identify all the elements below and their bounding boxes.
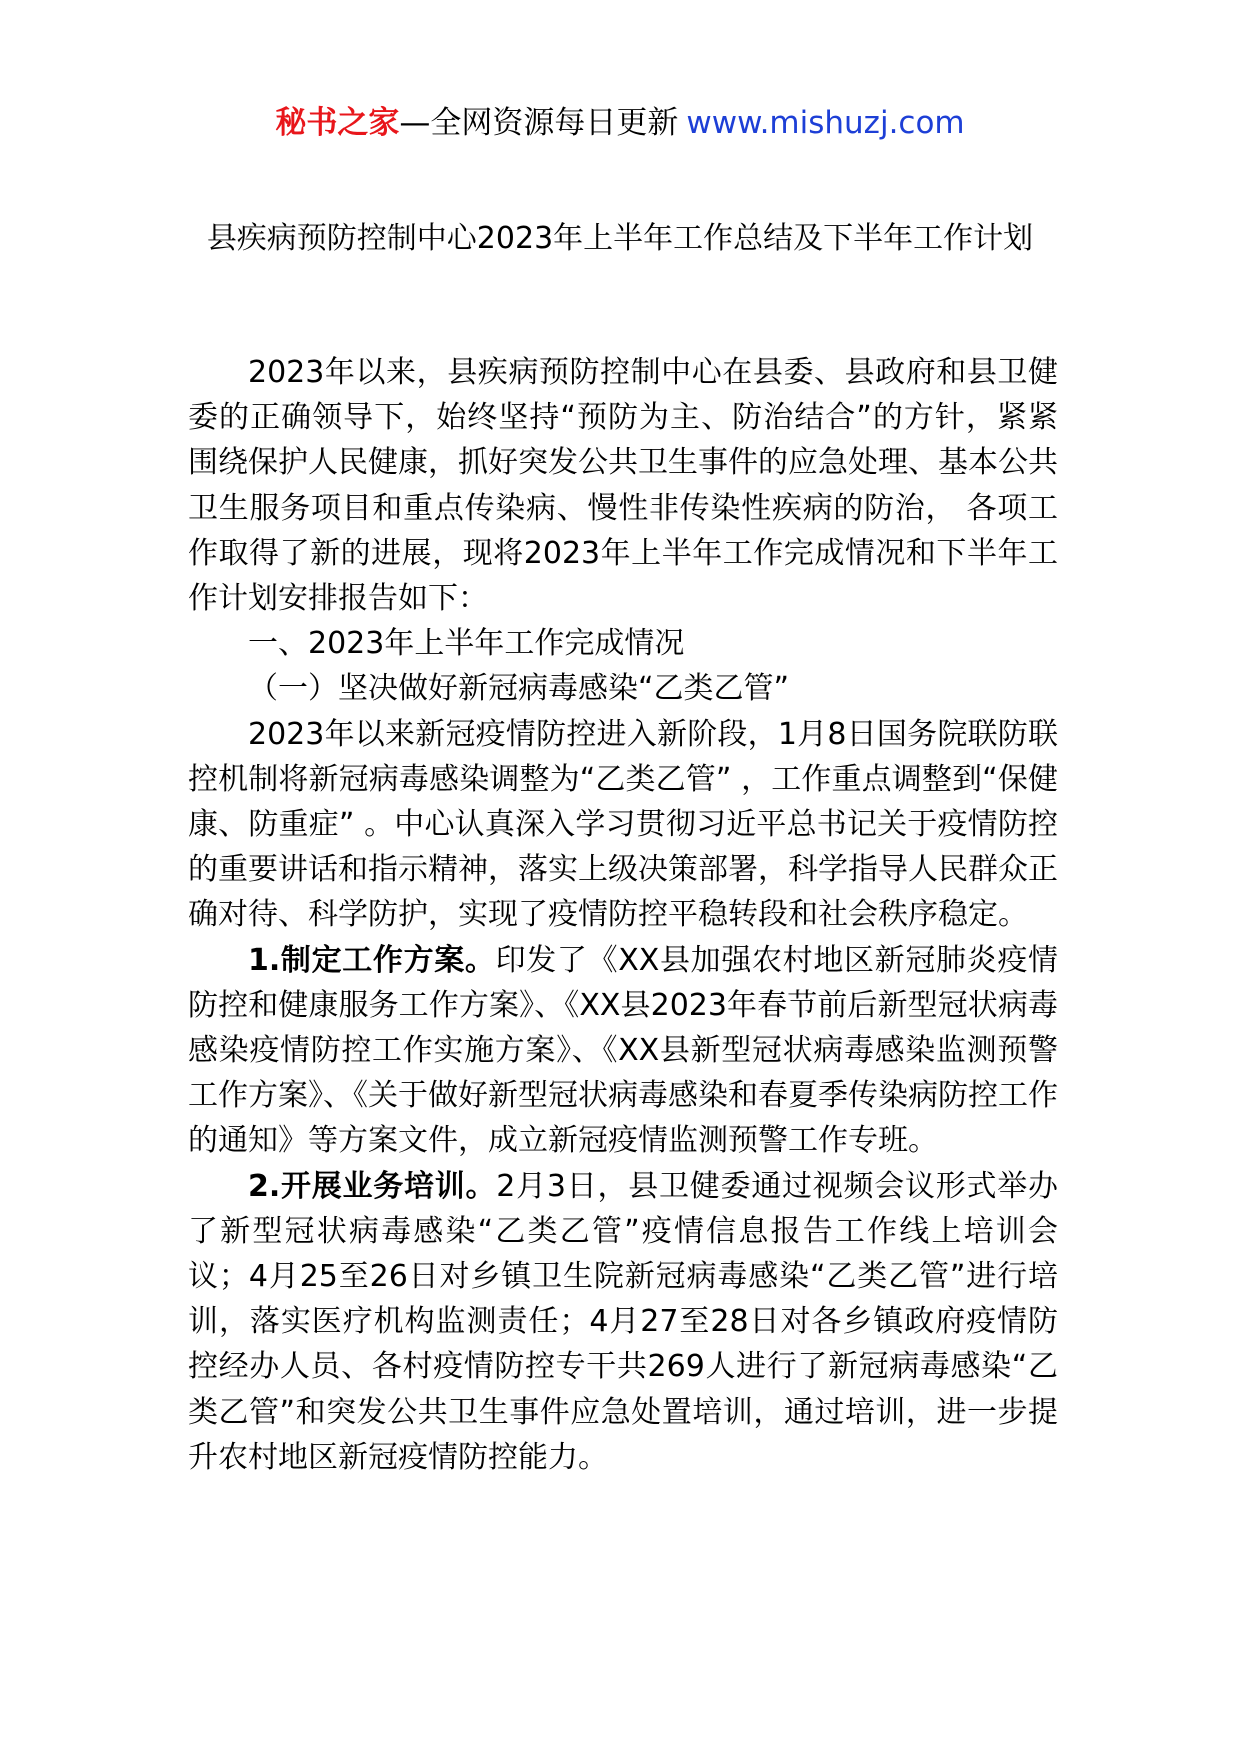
paragraph-covid-stage — [188, 712, 1058, 938]
paragraph-text: 2023年以来，县疾病预防控制中心在县委、县政府和县卫健委的正确领导下，始终坚持“预防为主、防治结合”的方针，紧紧围绕保护人民健康，抓好突发公共卫生事件的应急处理、基本公共卫生服务项目和重点传染病、慢性非传染性疾病的防治， 各项工作取得了新的进展，现将2023年上半年工作完成情况和下半年工作计划安排报告如下： — [188, 355, 1058, 617]
paragraph-text: 印发了《XX县加强农村地区新冠肺炎疫情防控和健康服务工作方案》、《XX县2023年春节前后新型冠状病毒感染疫情防控工作实施方案》、《XX县新型冠状病毒感染监测预警工作方案》、《关于做好新型冠状病毒感染和春夏季传染病防控工作的通知》等方案文件，成立新冠疫情监测预警工作专班。 — [188, 942, 1058, 1159]
subsection-heading-text: （一）坚决做好新冠病毒感染“乙类乙管” — [248, 671, 790, 707]
document-body — [188, 350, 1058, 1480]
section-heading-text: 一、2023年上半年工作完成情况 — [248, 626, 685, 662]
site-brand: 秘书之家 — [275, 105, 400, 141]
subsection-heading — [188, 666, 1058, 711]
paragraph-text: 2月3日，县卫健委通过视频会议形式举办了新型冠状病毒感染“乙类乙管”疫情信息报告工作线上培训会议；4月25至26日对乡镇卫生院新冠病毒感染“乙类乙管”进行培训，落实医疗机构监测责任；4月27至28日对各乡镇政府疫情防控经办人员、各村疫情防控专干共269人进行了新冠病毒感染“乙类乙管”和突发公共卫生事件应急处置培训，通过培训，进一步提升农村地区新冠疫情防控能力。 — [188, 1168, 1058, 1475]
paragraph-training — [188, 1164, 1058, 1480]
paragraph-work-plan — [188, 938, 1058, 1164]
site-url-link[interactable]: www.mishuzj.com — [686, 105, 965, 141]
paragraph-text: 2023年以来新冠疫情防控进入新阶段，1月8日国务院联防联控机制将新冠病毒感染调整为“乙类乙管” ，工作重点调整到“保健康、防重症” 。中心认真深入学习贯彻习近平总书记关于疫情防控的重要讲话和指示精神，落实上级决策部署，科学指导人民群众正确对待、科学防护，实现了疫情防控平稳转段和社会秩序稳定。 — [188, 716, 1058, 933]
site-tagline: —全网资源每日更新 — [399, 105, 679, 141]
document-title: 县疾病预防控制中心2023年上半年工作总结及下半年工作计划 — [206, 221, 1034, 256]
site-header — [0, 100, 1240, 146]
section-heading — [188, 621, 1058, 666]
paragraph-intro — [188, 350, 1058, 621]
paragraph-lead: 1.制定工作方案。 — [248, 942, 496, 978]
paragraph-lead: 2.开展业务培训。 — [248, 1168, 497, 1204]
